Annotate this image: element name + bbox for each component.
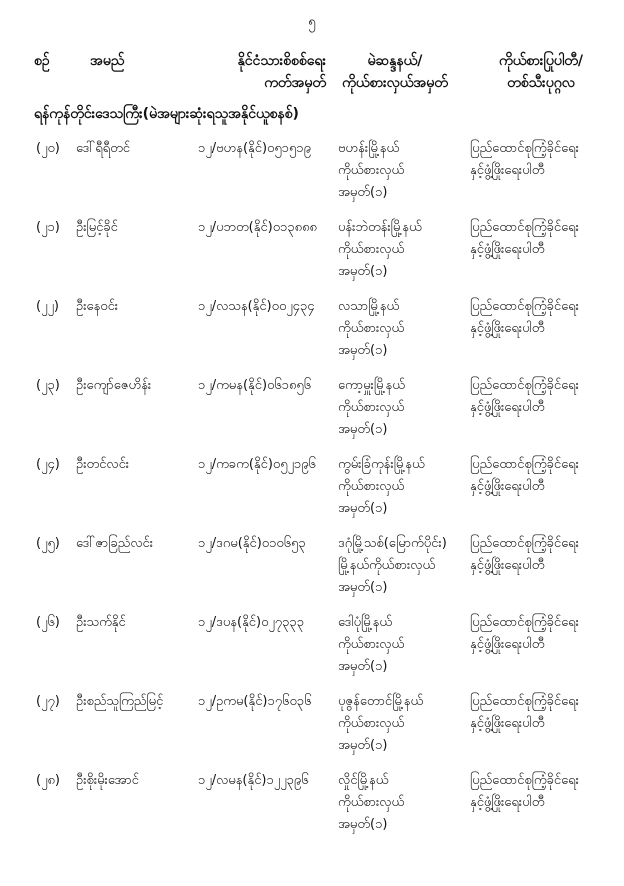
row-number: (၂၆) xyxy=(36,615,60,630)
header-party-line2: တစ်သီးပုဂ္ဂလ xyxy=(507,75,575,91)
constituency-line: ဒဂုံမြို့သစ်(မြောက်ပိုင်း) xyxy=(338,536,447,551)
constituency-line: ကိုယ်စားလှယ် xyxy=(338,637,405,652)
party-line: ပြည်ထောင်စုကြံ့ခိုင်ရေး xyxy=(470,220,579,235)
constituency xyxy=(338,296,466,362)
constituency-line: ကိုယ်စားလှယ် xyxy=(338,716,405,731)
header-name: အမည် xyxy=(90,53,125,69)
header-no: စဉ် xyxy=(34,53,50,69)
candidate-name: ဦးနေဝင်း xyxy=(76,299,119,314)
constituency xyxy=(338,691,466,757)
header-party-line1: ကိုယ်စားပြုပါတီ/ xyxy=(499,53,583,69)
party-line: နှင့်ဖွံ့ဖြိုးရေးပါတီ xyxy=(470,242,545,257)
citizenship-id: ၁၂/ဗဟန(နိုင်)၀၅၁၅၁၉ xyxy=(198,141,311,156)
section-title: ရန်ကုန်တိုင်းဒေသကြီး(မဲအများဆုံးရသူအနိုင်ယူစနစ်) xyxy=(34,106,299,122)
party xyxy=(470,533,620,577)
row-number: (၂၅) xyxy=(36,536,60,551)
candidate-name: ဦးကျော်ဇေဟိန်း xyxy=(76,378,152,393)
citizenship-id: ၁၂/ဥကမ(နိုင်)၁၇၆၀၃၆ xyxy=(198,694,312,709)
constituency-line: ကိုယ်စားလှယ် xyxy=(338,400,405,415)
row-number: (၂၄) xyxy=(36,457,60,472)
party xyxy=(470,296,620,340)
citizenship-id: ၁၂/လသန(နိုင်)၀၀၂၄၃၄ xyxy=(198,299,315,314)
constituency-line: ပန်းဘဲတန်းမြို့နယ် xyxy=(338,220,422,235)
constituency-line: ကိုယ်စားလှယ် xyxy=(338,795,405,810)
party-line: နှင့်ဖွံ့ဖြိုးရေးပါတီ xyxy=(470,163,545,178)
constituency-line: ကိုယ်စားလှယ် xyxy=(338,163,405,178)
party xyxy=(470,217,620,261)
candidate-name: ဦးစည်သူကြည်မြင့် xyxy=(76,694,164,709)
party-line: ပြည်ထောင်စုကြံ့ခိုင်ရေး xyxy=(470,457,579,472)
constituency-line: ဒေါပုံမြို့နယ် xyxy=(338,615,392,630)
row-number: (၂၇) xyxy=(36,694,60,709)
party-line: ပြည်ထောင်စုကြံ့ခိုင်ရေး xyxy=(470,615,579,630)
header-const-line2: ကိုယ်စားလှယ်အမှတ် xyxy=(342,75,448,91)
party-line: နှင့်ဖွံ့ဖြိုးရေးပါတီ xyxy=(470,321,545,336)
citizenship-id: ၁၂/ပဘတ(နိုင်)၀၁၃၈၈၈ xyxy=(198,220,317,235)
candidate-name: ဒေါ်ဇာခြည်လင်း xyxy=(76,536,154,551)
constituency-line: အမှတ်(၁) xyxy=(338,659,388,674)
header-const-line1: မဲဆန္ဒနယ်/ xyxy=(367,53,423,69)
constituency xyxy=(338,217,466,283)
party-line: နှင့်ဖွံ့ဖြိုးရေးပါတီ xyxy=(470,795,545,810)
party-line: နှင့်ဖွံ့ဖြိုးရေးပါတီ xyxy=(470,558,545,573)
party-line: နှင့်ဖွံ့ဖြိုးရေးပါတီ xyxy=(470,400,545,415)
citizenship-id: ၁၂/ဒပန(နိုင်)၀၂၇၃၃၃ xyxy=(198,615,305,630)
constituency-line: ကိုယ်စားလှယ် xyxy=(338,242,405,257)
row-number: (၂၃) xyxy=(36,378,60,393)
citizenship-id: ၁၂/ကခက(နိုင်)၀၅၂၁၉၆ xyxy=(198,457,316,472)
header-id-line1: နိုင်ငံသားစိစစ်ရေး xyxy=(237,53,326,69)
constituency xyxy=(338,770,466,836)
citizenship-id: ၁၂/ဒဂမ(နိုင်)၀၁၀၆၅၃ xyxy=(198,536,306,551)
constituency-line: ဗဟန်းမြို့နယ် xyxy=(338,141,400,156)
constituency-line: ကော့မှူးမြို့နယ် xyxy=(338,378,405,393)
candidate-name: ဒေါ်ရီရီတင် xyxy=(76,141,130,156)
party xyxy=(470,770,620,814)
row-number: (၂၂) xyxy=(36,299,59,314)
constituency xyxy=(338,138,466,204)
citizenship-id: ၁၂/ကမန(နိုင်)၀၆၁၈၅၆ xyxy=(198,378,312,393)
party xyxy=(470,375,620,419)
header-party xyxy=(466,50,616,94)
party-line: ပြည်ထောင်စုကြံ့ခိုင်ရေး xyxy=(470,694,579,709)
party xyxy=(470,691,620,735)
party xyxy=(470,612,620,656)
constituency-line: အမှတ်(၁) xyxy=(338,738,388,753)
party-line: နှင့်ဖွံ့ဖြိုးရေးပါတီ xyxy=(470,479,545,494)
header-id-line2: ကတ်အမှတ် xyxy=(264,75,326,91)
constituency-line: ကွမ်းခြံကုန်းမြို့နယ် xyxy=(338,457,425,472)
constituency-line: အမှတ်(၁) xyxy=(338,185,388,200)
constituency-line: မြို့နယ်ကိုယ်စားလှယ် xyxy=(338,558,436,573)
constituency-line: ပုဇွန်တောင်မြို့နယ် xyxy=(338,694,424,709)
citizenship-id: ၁၂/လမန(နိုင်)၁၂၂၃၉၆ xyxy=(198,773,309,788)
constituency-line: အမှတ်(၁) xyxy=(338,343,388,358)
header-constituency xyxy=(330,50,460,94)
party-line: ပြည်ထောင်စုကြံ့ခိုင်ရေး xyxy=(470,141,579,156)
candidate-name: ဦးမြင့်ခိုင် xyxy=(76,220,118,235)
row-number: (၂၈) xyxy=(36,773,60,788)
page-number: ၅ xyxy=(308,14,316,30)
constituency-line: အမှတ်(၁) xyxy=(338,817,388,832)
constituency-line: ကိုယ်စားလှယ် xyxy=(338,321,405,336)
party-line: နှင့်ဖွံ့ဖြိုးရေးပါတီ xyxy=(470,637,545,652)
row-number: (၂၁) xyxy=(36,220,60,235)
party-line: နှင့်ဖွံ့ဖြိုးရေးပါတီ xyxy=(470,716,545,731)
party xyxy=(470,138,620,182)
constituency-line: ကိုယ်စားလှယ် xyxy=(338,479,405,494)
party-line: ပြည်ထောင်စုကြံ့ခိုင်ရေး xyxy=(470,536,579,551)
header-id xyxy=(196,50,326,94)
party xyxy=(470,454,620,498)
row-number: (၂၀) xyxy=(36,141,60,156)
constituency xyxy=(338,454,466,520)
candidate-name: ဦးသက်နိုင် xyxy=(76,615,126,630)
party-line: ပြည်ထောင်စုကြံ့ခိုင်ရေး xyxy=(470,773,579,788)
party-line: ပြည်ထောင်စုကြံ့ခိုင်ရေး xyxy=(470,378,579,393)
candidate-name: ဦးစိုးမိုးအောင် xyxy=(76,773,139,788)
constituency-line: လှိုင်မြို့နယ် xyxy=(338,773,389,788)
constituency-line: အမှတ်(၁) xyxy=(338,264,388,279)
party-line: ပြည်ထောင်စုကြံ့ခိုင်ရေး xyxy=(470,299,579,314)
constituency-line: လသာမြို့နယ် xyxy=(338,299,400,314)
constituency-line: အမှတ်(၁) xyxy=(338,422,388,437)
candidate-name: ဦးတင်လင်း xyxy=(76,457,130,472)
constituency xyxy=(338,533,466,599)
constituency xyxy=(338,375,466,441)
constituency xyxy=(338,612,466,678)
constituency-line: အမှတ်(၁) xyxy=(338,580,388,595)
constituency-line: အမှတ်(၁) xyxy=(338,501,388,516)
